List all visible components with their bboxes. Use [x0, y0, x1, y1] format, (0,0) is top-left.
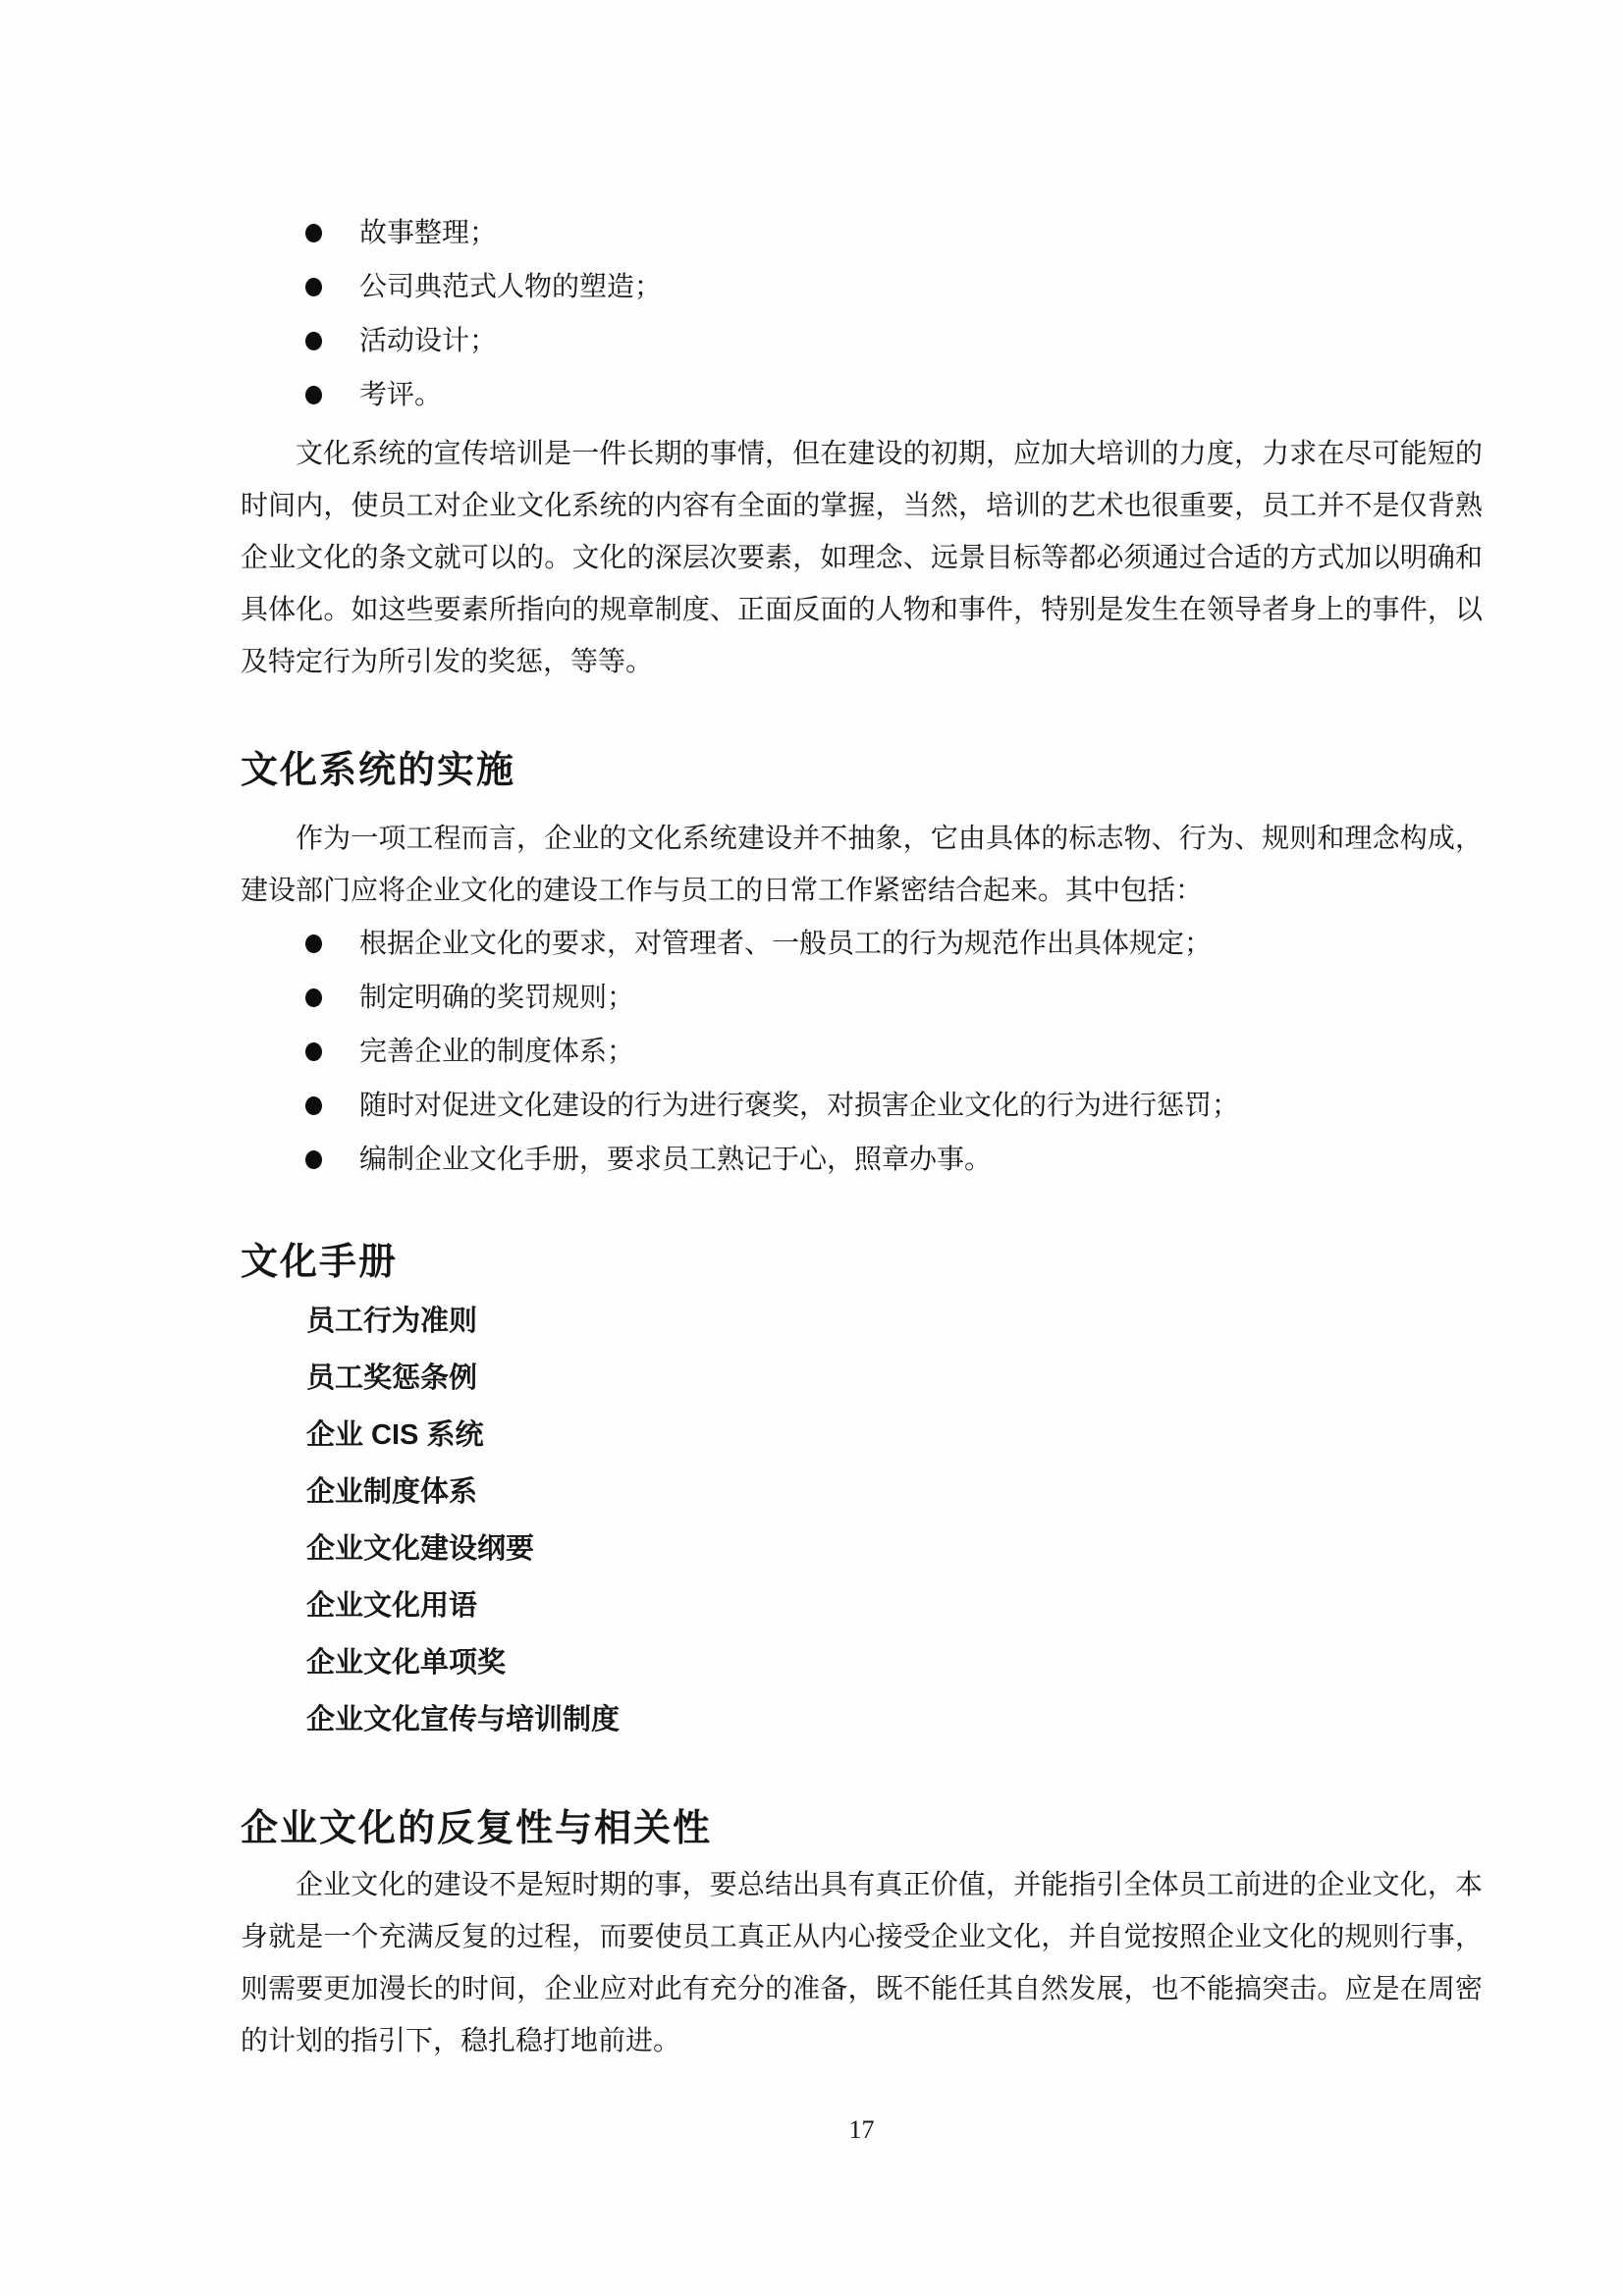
- list-item: [241, 917, 1483, 971]
- list-item-label: 完善企业的制度体系；: [359, 1037, 635, 1067]
- intro-bullet-list: [241, 206, 1483, 422]
- bullet-icon: [305, 1096, 322, 1115]
- handbook-item: 企业文化宣传与培训制度: [306, 1704, 621, 1735]
- bullet-icon: [305, 332, 322, 350]
- bullet-icon: [305, 988, 322, 1007]
- section-heading-handbook: 文化手册: [241, 1242, 399, 1283]
- list-item-label: 随时对促进文化建设的行为进行褒奖，对损害企业文化的行为进行惩罚；: [359, 1091, 1240, 1121]
- bullet-icon: [305, 934, 322, 953]
- handbook-item: 企业文化建设纲要: [306, 1533, 535, 1565]
- list-item-label: 故事整理；: [359, 218, 498, 248]
- repetition-paragraph: 企业文化的建设不是短时期的事，要总结出具有真正价值，并能指引全体员工前进的企业文化，本身就是一个充满反复的过程，而要使员工真正从内心接受企业文化，并自觉按照企业文化的规则行事，则需要更加漫长的时间，企业应对此有充分的准备，既不能任其自然发展，也不能搞突击。应是在周密的计划的指引下，稳扎稳打地前进。: [241, 1870, 1483, 2056]
- list-item: [241, 206, 1483, 260]
- handbook-item: 企业文化用语: [306, 1590, 478, 1622]
- list-item-label: 活动设计；: [359, 326, 498, 356]
- handbook-item: 员工行为准则: [306, 1306, 478, 1337]
- bullet-icon: [305, 224, 322, 242]
- handbook-item: 企业 CIS 系统: [306, 1419, 484, 1451]
- list-item: [241, 368, 1483, 422]
- list-item: [241, 971, 1483, 1025]
- section-heading-repetition: 企业文化的反复性与相关性: [241, 1808, 713, 1849]
- bullet-icon: [305, 1042, 322, 1061]
- list-item: [241, 1025, 1483, 1079]
- bullet-icon: [305, 386, 322, 404]
- handbook-item: 企业文化单项奖: [306, 1647, 507, 1679]
- page-content: [241, 0, 1483, 2146]
- bullet-icon: [305, 278, 322, 296]
- implementation-bullet-list: [241, 917, 1483, 1187]
- handbook-item: 企业制度体系: [306, 1476, 478, 1508]
- list-item-label: 根据企业文化的要求，对管理者、一般员工的行为规范作出具体规定；: [359, 929, 1213, 959]
- list-item-label: 编制企业文化手册，要求员工熟记于心，照章办事。: [359, 1145, 993, 1175]
- page-number: 17: [848, 2115, 875, 2144]
- handbook-list: [241, 1293, 1483, 1748]
- list-item: [241, 1079, 1483, 1133]
- list-item: [241, 1133, 1483, 1187]
- intro-paragraph: 文化系统的宣传培训是一件长期的事情，但在建设的初期，应加大培训的力度，力求在尽可能短的时间内，使员工对企业文化系统的内容有全面的掌握，当然，培训的艺术也很重要，员工并不是仅背熟企业文化的条文就可以的。文化的深层次要素，如理念、远景目标等都必须通过合适的方式加以明确和具体化。如这些要素所指向的规章制度、正面反面的人物和事件，特别是发生在领导者身上的事件，以及特定行为所引发的奖惩，等等。: [241, 439, 1483, 677]
- handbook-item: 员工奖惩条例: [306, 1362, 478, 1394]
- implementation-paragraph: 作为一项工程而言，企业的文化系统建设并不抽象，它由具体的标志物、行为、规则和理念构成，建设部门应将企业文化的建设工作与员工的日常工作紧密结合起来。其中包括：: [241, 824, 1483, 906]
- list-item-label: 考评。: [359, 380, 443, 410]
- list-item-label: 制定明确的奖罚规则；: [359, 983, 635, 1013]
- bullet-icon: [305, 1150, 322, 1169]
- section-heading-implementation: 文化系统的实施: [241, 750, 516, 791]
- list-item: [241, 314, 1483, 368]
- list-item-label: 公司典范式人物的塑造；: [359, 272, 663, 302]
- list-item: [241, 260, 1483, 314]
